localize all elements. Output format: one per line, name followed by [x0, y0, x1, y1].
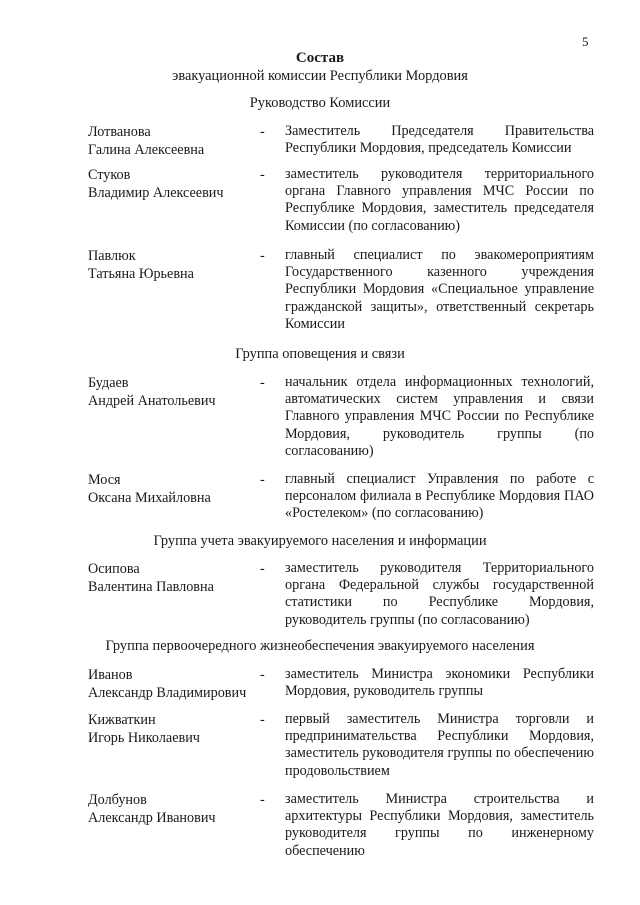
member-given-names: Владимир Алексеевич: [88, 185, 224, 201]
member-role: заместитель Министра экономики Республики Мордовия, руководитель группы: [285, 666, 594, 700]
document-subtitle: эвакуационной комиссии Республики Мордовия: [172, 68, 468, 84]
member-surname: Стуков: [88, 167, 131, 183]
member-role: главный специалист Управления по работе с персоналом филиала в Республике Мордовия ПАО «Ростелеком» (по согласованию): [285, 471, 594, 522]
member-dash: -: [260, 472, 265, 488]
section-heading-leadership: Руководство Комиссии: [249, 95, 391, 111]
document-title: Состав: [295, 50, 345, 66]
member-given-names: Игорь Николаевич: [88, 730, 200, 746]
member-name: [88, 123, 258, 159]
section-heading-life-support: Группа первоочередного жизнеобеспечения эвакуируемого населения: [105, 638, 535, 654]
member-given-names: Александр Владимирович: [88, 685, 247, 701]
member-name: [88, 374, 258, 410]
member-role: главный специалист по эвакомероприятиям Государственного казенного учреждения Республики Мордовия «Специальное управление гражданской защиты», ответственный секретарь Комиссии: [285, 247, 594, 332]
member-dash: -: [260, 124, 265, 140]
member-role: заместитель руководителя территориального органа Главного управления МЧС России по Республике Мордовия, заместитель председателя Комиссии (по согласованию): [285, 166, 594, 234]
member-surname: Лотванова: [88, 124, 151, 140]
member-name: [88, 711, 258, 747]
member-dash: -: [260, 375, 265, 391]
member-role: заместитель руководителя Территориального органа Федеральной службы государственной статистики по Республике Мордовия, руководитель группы (по согласованию): [285, 560, 594, 628]
member-role: начальник отдела информационных технологий, автоматических систем управления и связи Главного управления МЧС России по Республике Мордовия, руководитель группы (по согласованию): [285, 374, 594, 459]
member-dash: -: [260, 792, 265, 808]
member-given-names: Валентина Павловна: [88, 579, 214, 595]
member-role: Заместитель Председателя Правительства Республики Мордовия, председатель Комиссии: [285, 123, 594, 157]
member-role: заместитель Министра строительства и архитектуры Республики Мордовия, заместитель руководителя группы по инженерному обеспечению: [285, 791, 594, 859]
member-given-names: Татьяна Юрьевна: [88, 266, 194, 282]
member-name: [88, 247, 258, 283]
member-name: [88, 166, 258, 202]
section-heading-registration: Группа учета эвакуируемого населения и информации: [153, 533, 487, 549]
member-role: первый заместитель Министра торговли и предпринимательства Республики Мордовия, заместитель руководителя группы по обеспечению продовольствием: [285, 711, 594, 779]
member-surname: Долбунов: [88, 792, 147, 808]
member-surname: Осипова: [88, 561, 140, 577]
member-surname: Кижваткин: [88, 712, 156, 728]
member-name: [88, 666, 258, 702]
member-dash: -: [260, 667, 265, 683]
member-given-names: Оксана Михайловна: [88, 490, 211, 506]
member-given-names: Андрей Анатольевич: [88, 393, 216, 409]
member-name: [88, 791, 258, 827]
member-surname: Иванов: [88, 667, 133, 683]
member-surname: Павлюк: [88, 248, 136, 264]
member-name: [88, 560, 258, 596]
section-heading-notification: Группа оповещения и связи: [235, 346, 405, 362]
member-surname: Мося: [88, 472, 121, 488]
member-name: [88, 471, 258, 507]
member-given-names: Галина Алексеевна: [88, 142, 205, 158]
member-dash: -: [260, 167, 265, 183]
member-dash: -: [260, 561, 265, 577]
member-dash: -: [260, 248, 265, 264]
member-surname: Будаев: [88, 375, 129, 391]
page-number: 5: [582, 34, 589, 49]
member-given-names: Александр Иванович: [88, 810, 216, 826]
member-dash: -: [260, 712, 265, 728]
